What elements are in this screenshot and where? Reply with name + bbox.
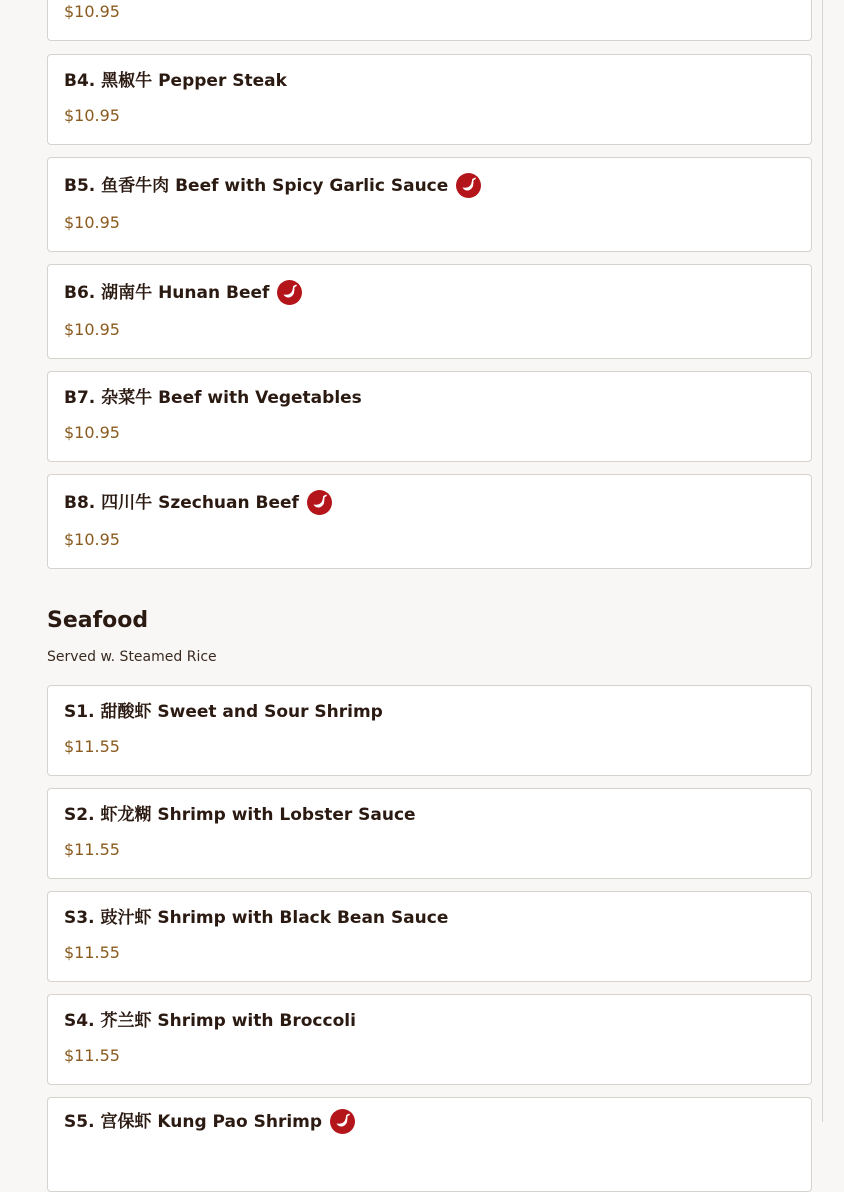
menu-item-price: $11.55 xyxy=(64,737,120,756)
menu-item-card[interactable] xyxy=(47,994,812,1085)
menu-item-title xyxy=(64,173,481,198)
menu-item-price: $11.55 xyxy=(64,1046,120,1065)
menu-item-price: $11.55 xyxy=(64,943,120,962)
menu-item-price: $10.95 xyxy=(64,530,120,549)
menu-item-price: $10.95 xyxy=(64,2,120,21)
menu-item-name: S1. 甜酸虾 Sweet and Sour Shrimp xyxy=(64,702,383,722)
menu-item-name: S4. 芥兰虾 Shrimp with Broccoli xyxy=(64,1011,356,1031)
menu-item-name: S2. 虾龙糊 Shrimp with Lobster Sauce xyxy=(64,805,416,825)
menu-item-card[interactable] xyxy=(47,685,812,776)
menu-item-name: B4. 黑椒牛 Pepper Steak xyxy=(64,71,287,91)
menu-item-title xyxy=(64,804,416,826)
section-subheading: Served w. Steamed Rice xyxy=(47,649,217,665)
menu-item-title xyxy=(64,907,448,929)
menu-item-name: B7. 杂菜牛 Beef with Vegetables xyxy=(64,388,362,408)
menu-item-price: $10.95 xyxy=(64,213,120,232)
menu-item-card[interactable] xyxy=(47,1097,812,1192)
menu-item-name: B5. 鱼香牛肉 Beef with Spicy Garlic Sauce xyxy=(64,175,449,196)
menu-item-title xyxy=(64,701,383,723)
chili-pepper-icon xyxy=(307,490,332,515)
menu-item-card[interactable] xyxy=(47,264,812,359)
menu-item-card[interactable] xyxy=(47,371,812,462)
menu-item-card[interactable] xyxy=(47,157,812,252)
menu-item-name: S3. 豉汁虾 Shrimp with Black Bean Sauce xyxy=(64,908,449,928)
menu-item-card[interactable] xyxy=(47,891,812,982)
menu-item-title xyxy=(64,70,287,92)
menu-item-card[interactable] xyxy=(47,788,812,879)
menu-item-price: $10.95 xyxy=(64,106,120,125)
menu-item-name: B6. 湖南牛 Hunan Beef xyxy=(64,282,270,303)
chili-pepper-icon xyxy=(456,173,481,198)
chili-pepper-icon xyxy=(277,280,302,305)
menu-item-title xyxy=(64,387,362,409)
menu-item-name: B8. 四川牛 Szechuan Beef xyxy=(64,492,299,513)
menu-item-name: S5. 宫保虾 Kung Pao Shrimp xyxy=(64,1111,323,1132)
menu-item-price: $10.95 xyxy=(64,320,120,339)
menu-item-price: $10.95 xyxy=(64,423,120,442)
menu-item-price: $11.55 xyxy=(64,840,120,859)
menu-item-card[interactable] xyxy=(47,54,812,145)
menu-item-card[interactable] xyxy=(47,0,812,41)
menu-item-title xyxy=(64,280,302,305)
scroll-edge-divider xyxy=(822,0,823,1122)
menu-item-card[interactable] xyxy=(47,474,812,569)
menu-item-title xyxy=(64,1010,356,1032)
menu-item-title xyxy=(64,490,332,515)
section-heading: Seafood xyxy=(47,608,149,633)
